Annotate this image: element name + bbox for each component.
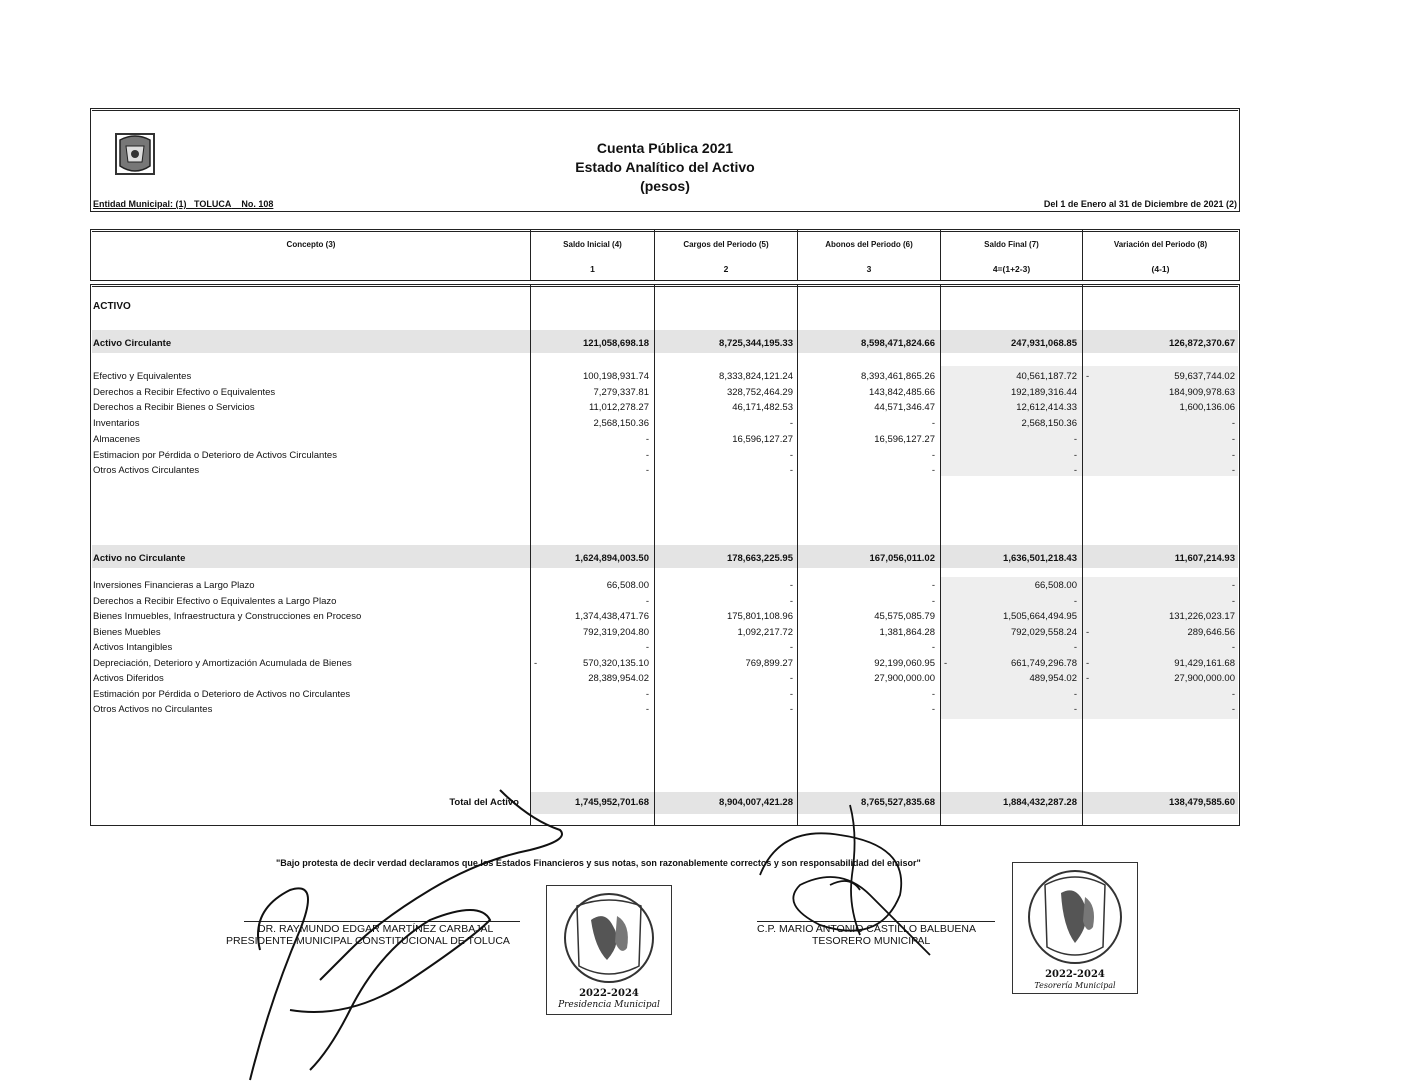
no-circulante-row-label: Otros Activos no Circulantes — [93, 704, 213, 715]
no-circulante-row-value: - — [789, 704, 793, 715]
col-head-variacion: Variación del Periodo (8) — [1113, 240, 1208, 249]
signature-scribble-right — [740, 795, 960, 985]
no-circulante-row-value: 1,092,217.72 — [737, 626, 793, 638]
signer2-title: TESORERO MUNICIPAL — [812, 935, 931, 947]
circulante-row-value: - — [645, 449, 649, 461]
no-circulante-row-value: 45,575,085.79 — [874, 611, 935, 622]
circulante-row-value: - — [1073, 449, 1077, 461]
circulante-saldo-inicial: 121,058,698.18 — [582, 338, 649, 349]
col-head-abonos: Abonos del Periodo (6) — [825, 240, 913, 249]
circulante-row-value: - — [789, 465, 793, 477]
circulante-row-label: Estimacion por Pérdida o Deterioro de Activos Circulantes — [93, 449, 337, 461]
col-head-saldo-final: Saldo Final (7) — [984, 240, 1039, 249]
no-circulante-row-label: Activos Intangibles — [93, 642, 173, 653]
total-label: Total del Activo — [449, 797, 519, 808]
circulante-row-value: - — [931, 449, 935, 461]
no-circulante-row-value: - — [1073, 704, 1077, 715]
no-circulante-saldo-inicial: 1,624,894,003.50 — [575, 553, 649, 564]
no-circulante-row-label: Derechos a Recibir Efectivo o Equivalentes a Largo Plazo — [93, 595, 337, 607]
circulante-abonos: 8,598,471,824.66 — [861, 338, 935, 349]
circulante-row-value: 184,909,978.63 — [1168, 386, 1235, 398]
no-circulante-row-value: 489,954.02 — [1029, 673, 1077, 684]
entity-label — [93, 199, 273, 209]
col-head-concepto: Concepto (3) — [286, 240, 336, 249]
col-num-variacion: (4-1) — [1151, 264, 1170, 274]
circulante-row-value: 44,571,346.47 — [874, 402, 935, 414]
no-circulante-row-value: - — [789, 673, 793, 684]
circulante-row-value: - — [931, 465, 935, 477]
circulante-row-label: Inventarios — [93, 418, 140, 430]
no-circulante-row-value: - — [1231, 642, 1235, 653]
circulante-row-value: 59,637,744.02 — [1174, 371, 1235, 382]
no-circulante-row-value: 289,646.56 — [1187, 626, 1235, 638]
no-circulante-row-label: Activos Diferidos — [93, 673, 164, 684]
circulante-variacion: 126,872,370.67 — [1168, 338, 1235, 349]
entity-label-text: Entidad Municipal: (1) — [93, 199, 187, 209]
total-variacion: 138,479,585.60 — [1168, 797, 1235, 808]
no-circulante-abonos: 167,056,011.02 — [869, 553, 935, 564]
circulante-row-value: 46,171,482.53 — [732, 402, 793, 414]
circulante-row-value: - — [1231, 433, 1235, 445]
circulante-row-value: - — [1231, 418, 1235, 430]
no-circulante-negative-sign: - — [534, 657, 538, 669]
col-num-saldo-final: 4=(1+2-3) — [992, 264, 1031, 274]
no-circulante-row-value: 570,320,135.10 — [582, 657, 649, 669]
col-num-saldo-inicial: 1 — [590, 264, 595, 274]
signature-scribble-left — [230, 780, 590, 1090]
circulante-row-label: Derechos a Recibir Bienes o Servicios — [93, 402, 255, 414]
circulante-row-value: 100,198,931.74 — [582, 371, 649, 382]
circulante-row-value: 192,189,316.44 — [1010, 386, 1077, 398]
no-circulante-row-value: - — [789, 688, 793, 700]
no-circulante-row-value: - — [1073, 688, 1077, 700]
col-head-saldo-inicial: Saldo Inicial (4) — [563, 240, 622, 249]
circulante-row-value: 40,561,187.72 — [1016, 371, 1077, 382]
section-title: ACTIVO — [93, 301, 131, 312]
no-circulante-row-value: 91,429,161.68 — [1174, 657, 1235, 669]
circulante-saldo-final: 247,931,068.85 — [1010, 338, 1077, 349]
no-circulante-row-value: - — [1231, 688, 1235, 700]
no-circulante-row-value: - — [931, 580, 935, 591]
col-head-cargos: Cargos del Periodo (5) — [683, 240, 769, 249]
no-circulante-row-value: 92,199,060.95 — [874, 657, 935, 669]
col-num-cargos: 2 — [723, 264, 729, 274]
circulante-row-value: - — [931, 418, 935, 430]
no-circulante-row-value: 1,505,664,494.95 — [1003, 611, 1077, 622]
signer1-name: DR. RAYMUNDO EDGAR MARTÍNEZ CARBAJAL — [258, 923, 494, 935]
circulante-row-value: - — [789, 449, 793, 461]
no-circulante-negative-sign: - — [1086, 673, 1090, 684]
no-circulante-variacion: 11,607,214.93 — [1174, 553, 1235, 564]
circulante-row-value: 7,279,337.81 — [593, 386, 649, 398]
circulante-row-value: 11,012,278.27 — [588, 402, 649, 414]
no-circulante-row-label: Estimación por Pérdida o Deterioro de Activos no Circulantes — [93, 688, 351, 700]
no-circulante-row-value: - — [1073, 595, 1077, 607]
circulante-row-value: - — [1231, 449, 1235, 461]
no-circulante-row-value: - — [645, 642, 649, 653]
no-circulante-negative-sign: - — [944, 657, 948, 669]
no-circulante-row-value: - — [931, 704, 935, 715]
circulante-row-value: 16,596,127.27 — [732, 433, 793, 445]
col-num-abonos: 3 — [866, 264, 872, 274]
no-circulante-saldo-final: 1,636,501,218.43 — [1003, 553, 1077, 564]
no-circulante-row-value: 792,029,558.24 — [1010, 626, 1077, 638]
circulante-row-value: - — [1073, 465, 1077, 477]
total-saldo-inicial: 1,745,952,701.68 — [575, 797, 649, 808]
no-circulante-row-value: - — [645, 704, 649, 715]
no-circulante-row-value: 175,801,108.96 — [726, 611, 793, 622]
circulante-row-value: - — [645, 433, 649, 445]
signer1-title: PRESIDENTE MUNICIPAL CONSTITUCIONAL DE TOLUCA — [226, 935, 510, 947]
no-circulante-row-value: 1,381,864.28 — [879, 626, 935, 638]
circulante-row-label: Otros Activos Circulantes — [93, 465, 200, 477]
stamp1-caption: Presidencia Municipal — [558, 1000, 660, 1010]
circulante-row-value: 12,612,414.33 — [1016, 402, 1077, 414]
no-circulante-label: Activo no Circulante — [93, 553, 186, 564]
tesoreria-seal-stamp — [1012, 862, 1138, 994]
no-circulante-row-value: - — [1231, 595, 1235, 607]
no-circulante-row-value: - — [931, 595, 935, 607]
no-circulante-row-value: 66,508.00 — [606, 580, 649, 591]
circulante-row-value: - — [789, 418, 793, 430]
circulante-row-value: - — [1073, 433, 1077, 445]
no-circulante-row-value: 28,389,954.02 — [588, 673, 649, 684]
no-circulante-row-label: Inversiones Financieras a Largo Plazo — [93, 580, 255, 591]
no-circulante-row-value: - — [789, 595, 793, 607]
no-circulante-row-value: - — [931, 642, 935, 653]
signer2-name: C.P. MARIO ANTONIO CASTILLO BALBUENA — [757, 923, 977, 935]
circulante-row-value: 8,393,461,865.26 — [861, 371, 935, 382]
circulante-row-label: Almacenes — [93, 433, 140, 445]
entity-number: No. 108 — [241, 199, 274, 209]
circulante-row-label: Efectivo y Equivalentes — [93, 371, 192, 382]
circulante-row-label: Derechos a Recibir Efectivo o Equivalentes — [93, 386, 276, 398]
circulante-negative-sign: - — [1086, 371, 1090, 382]
no-circulante-row-label: Depreciación, Deterioro y Amortización Acumulada de Bienes — [93, 657, 352, 669]
circulante-row-value: 2,568,150.36 — [1021, 418, 1077, 430]
no-circulante-row-value: 661,749,296.78 — [1010, 657, 1077, 669]
circulante-row-value: - — [1231, 465, 1235, 477]
circulante-row-value: - — [645, 465, 649, 477]
declaration-text: "Bajo protesta de decir verdad declaramos que los Estados Financieros y sus notas, son razonablemente correctos y son responsabilidad del emisor" — [276, 858, 921, 868]
no-circulante-negative-sign: - — [1086, 657, 1090, 669]
document-units: (pesos) — [640, 178, 690, 194]
no-circulante-row-value: - — [931, 688, 935, 700]
no-circulante-row-value: - — [1073, 642, 1077, 653]
no-circulante-row-value: 27,900,000.00 — [874, 673, 935, 684]
circulante-row-value: 2,568,150.36 — [593, 418, 649, 430]
circulante-row-value: 8,333,824,121.24 — [719, 371, 793, 382]
document-title: Cuenta Pública 2021 — [596, 140, 734, 156]
no-circulante-row-value: 792,319,204.80 — [582, 626, 649, 638]
no-circulante-row-value: 131,226,023.17 — [1168, 611, 1235, 622]
total-cargos: 8,904,007,421.28 — [719, 797, 793, 808]
circulante-row-value: 328,752,464.29 — [726, 386, 793, 398]
no-circulante-cargos: 178,663,225.95 — [726, 553, 793, 564]
circulante-row-value: 16,596,127.27 — [874, 433, 935, 445]
no-circulante-negative-sign: - — [1086, 626, 1090, 638]
document-subtitle: Estado Analítico del Activo — [575, 159, 755, 175]
no-circulante-row-value: 27,900,000.00 — [1174, 673, 1235, 684]
no-circulante-row-value: - — [1231, 580, 1235, 591]
period-label: Del 1 de Enero al 31 de Diciembre de 2021 (2) — [1043, 199, 1237, 209]
circulante-cargos: 8,725,344,195.33 — [719, 338, 793, 349]
stamp1-years: 2022-2024 — [579, 988, 639, 999]
circulante-row-value: 1,600,136.06 — [1179, 402, 1235, 414]
no-circulante-row-value: - — [789, 642, 793, 653]
circulante-row-value: 143,842,485.66 — [868, 386, 935, 398]
no-circulante-row-value: - — [1231, 704, 1235, 715]
entity-name: TOLUCA — [194, 199, 232, 209]
no-circulante-row-value: - — [789, 580, 793, 591]
no-circulante-row-value: - — [645, 688, 649, 700]
no-circulante-row-label: Bienes Muebles — [93, 626, 161, 638]
circulante-label: Activo Circulante — [93, 338, 172, 349]
stamp2-years: 2022-2024 — [1045, 969, 1105, 980]
no-circulante-row-label: Bienes Inmuebles, Infraestructura y Construcciones en Proceso — [93, 611, 362, 622]
total-abonos: 8,765,527,835.68 — [861, 797, 935, 808]
no-circulante-row-value: - — [645, 595, 649, 607]
no-circulante-row-value: 66,508.00 — [1034, 580, 1077, 591]
no-circulante-row-value: 769,899.27 — [745, 657, 793, 669]
total-saldo-final: 1,884,432,287.28 — [1003, 797, 1077, 808]
stamp2-caption: Tesorería Municipal — [1034, 981, 1116, 990]
no-circulante-row-value: 1,374,438,471.76 — [575, 611, 649, 622]
